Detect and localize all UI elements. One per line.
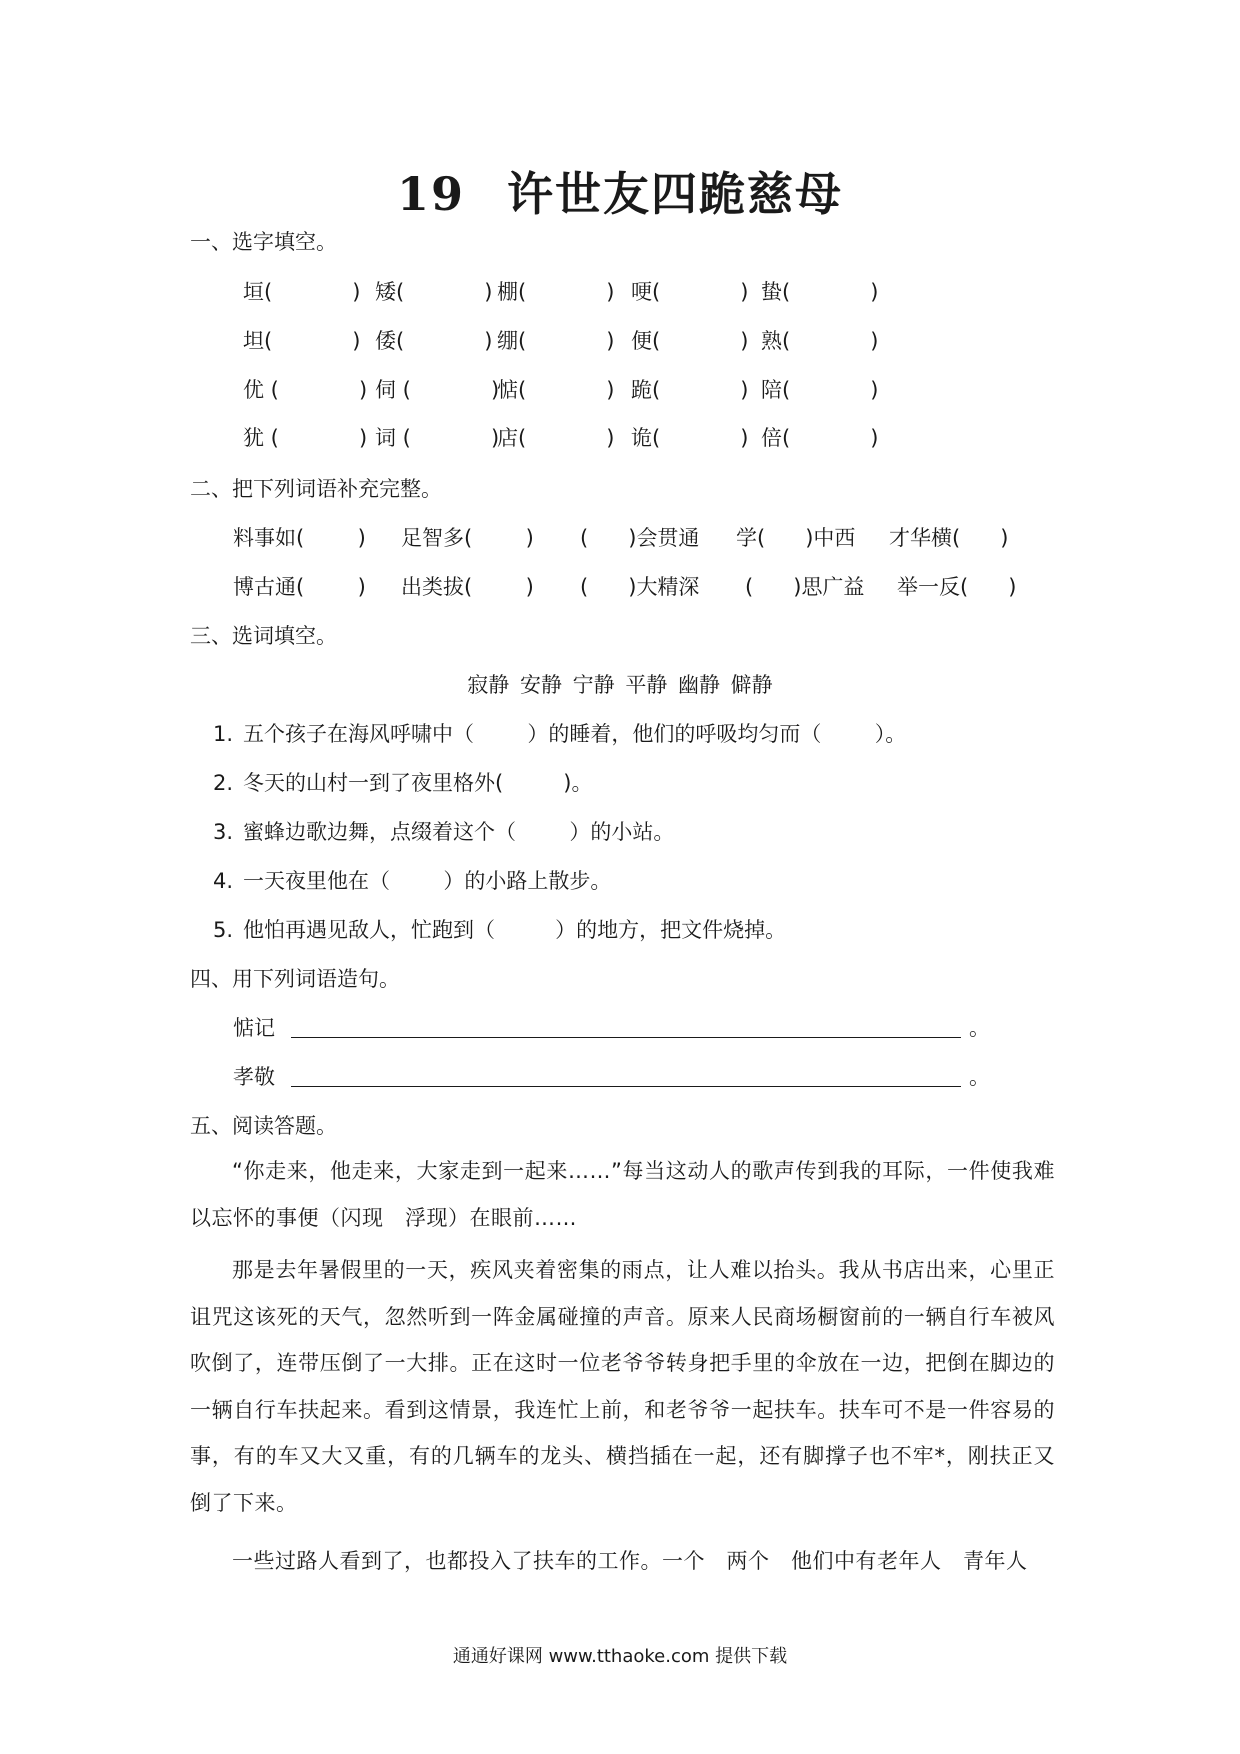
- sentence-end: 。: [969, 1065, 990, 1089]
- reading-paragraph-2: 那是去年暑假里的一天，疾风夹着密集的雨点，让人难以抬头。我从书店出来，心里正诅咒这该死的天气，忽然听到一阵金属碰撞的声音。原来人民商场橱窗前的一辆自行车被风吹倒了，连带压倒了一大排。正在这时一位老爷爷转身把手里的伞放在一边，把倒在脚边的一辆自行车扶起来。看到这情景，我连忙上前，和老爷爷一起扶车。扶车可不是一件容易的事，有的车又大又重，有的几辆车的龙头、横挡插在一起，还有脚撑子也不牢*，刚扶正又倒了下来。: [190, 1258, 1055, 1515]
- idiom-item: ( )思广益: [745, 575, 865, 599]
- reading-paragraph-1: “你走来，他走来，大家走到一起来……”每当这动人的歌声传到我的耳际，一件使我难以忘怀的事便（闪现 浮现）在眼前……: [190, 1159, 1055, 1230]
- char-cell: 诡( ): [631, 426, 749, 450]
- idiom-row-2: [233, 571, 1033, 601]
- sentence-end: 。: [969, 1016, 990, 1040]
- char-cell: 跪( ): [631, 378, 749, 402]
- answer-line: [291, 1086, 961, 1087]
- idiom-item: 出类拔( ): [401, 575, 534, 599]
- sentence-row-1: [233, 1012, 993, 1042]
- page-footer: 通通好课网 www.tthaoke.com 提供下载: [452, 1646, 788, 1667]
- idiom-item: 料事如( ): [233, 526, 366, 550]
- idiom-item: 举一反( ): [897, 575, 1017, 599]
- lesson-number: 19: [396, 167, 465, 221]
- answer-line: [291, 1037, 961, 1038]
- question-text: 蜜蜂边歌边舞，点缀着这个（ ）的小站。: [243, 820, 675, 844]
- section-heading-2: 二、把下列词语补充完整。: [190, 477, 442, 501]
- question-text: 一天夜里他在（ ）的小路上散步。: [243, 869, 612, 893]
- char-cell: 矮( ): [375, 280, 493, 304]
- section-heading-5: 五、阅读答题。: [190, 1114, 337, 1138]
- sentence-word: 孝敬: [233, 1065, 275, 1089]
- fill-question-3: [213, 816, 674, 846]
- char-cell: 犹 ( ): [243, 426, 368, 450]
- reading-paragraph-3: 一些过路人看到了，也都投入了扶车的工作。一个 两个 他们中有老年人 青年人: [232, 1549, 1028, 1573]
- char-row-4: [243, 422, 943, 452]
- char-cell: 词 ( ): [375, 426, 500, 450]
- fill-question-5: [213, 914, 786, 944]
- idiom-item: 学( )中西: [736, 526, 856, 550]
- char-cell: 哽( ): [631, 280, 749, 304]
- char-cell: 惦( ): [497, 378, 615, 402]
- char-cell: 垣( ): [243, 280, 361, 304]
- idiom-item: 足智多( ): [401, 526, 534, 550]
- char-cell: 坦( ): [243, 329, 361, 353]
- question-number: 4.: [213, 869, 234, 893]
- sentence-row-2: [233, 1061, 993, 1091]
- idiom-item: 才华横( ): [889, 526, 1009, 550]
- char-cell: 店( ): [497, 426, 615, 450]
- char-cell: 便( ): [631, 329, 749, 353]
- char-cell: 熟( ): [761, 329, 879, 353]
- question-number: 5.: [213, 918, 234, 942]
- fill-question-4: [213, 865, 611, 895]
- fill-question-2: [213, 767, 592, 797]
- idiom-row-1: [233, 522, 1033, 552]
- char-cell: 伺 ( ): [375, 378, 500, 402]
- char-cell: 优 ( ): [243, 378, 368, 402]
- fill-question-1: [213, 718, 906, 748]
- char-cell: 蛰( ): [761, 280, 879, 304]
- char-cell: 倍( ): [761, 426, 879, 450]
- question-number: 3.: [213, 820, 234, 844]
- char-cell: 倭( ): [375, 329, 493, 353]
- question-number: 2.: [213, 771, 234, 795]
- char-cell: 绷( ): [497, 329, 615, 353]
- char-row-1: [243, 276, 943, 306]
- section-heading-1: 一、选字填空。: [190, 230, 337, 254]
- idiom-item: 博古通( ): [233, 575, 366, 599]
- question-text: 五个孩子在海风呼啸中（ ）的睡着，他们的呼吸均匀而（ ）。: [243, 722, 907, 746]
- char-cell: 棚( ): [497, 280, 615, 304]
- question-text: 他怕再遇见敌人，忙跑到（ ）的地方，把文件烧掉。: [243, 918, 787, 942]
- lesson-title: 许世友四跪慈母: [507, 167, 843, 221]
- idiom-item: ( )会贯通: [580, 526, 700, 550]
- char-row-2: [243, 325, 943, 355]
- char-row-3: [243, 374, 943, 404]
- section-heading-3: 三、选词填空。: [190, 624, 337, 648]
- question-text: 冬天的山村一到了夜里格外( )。: [243, 771, 593, 795]
- idiom-item: ( )大精深: [580, 575, 700, 599]
- char-cell: 陪( ): [761, 378, 879, 402]
- sentence-word: 惦记: [233, 1016, 275, 1040]
- section-heading-4: 四、用下列词语造句。: [190, 967, 400, 991]
- word-bank: 寂静 安静 宁静 平静 幽静 僻静: [467, 673, 773, 697]
- question-number: 1.: [213, 722, 234, 746]
- page-title: [0, 158, 1240, 224]
